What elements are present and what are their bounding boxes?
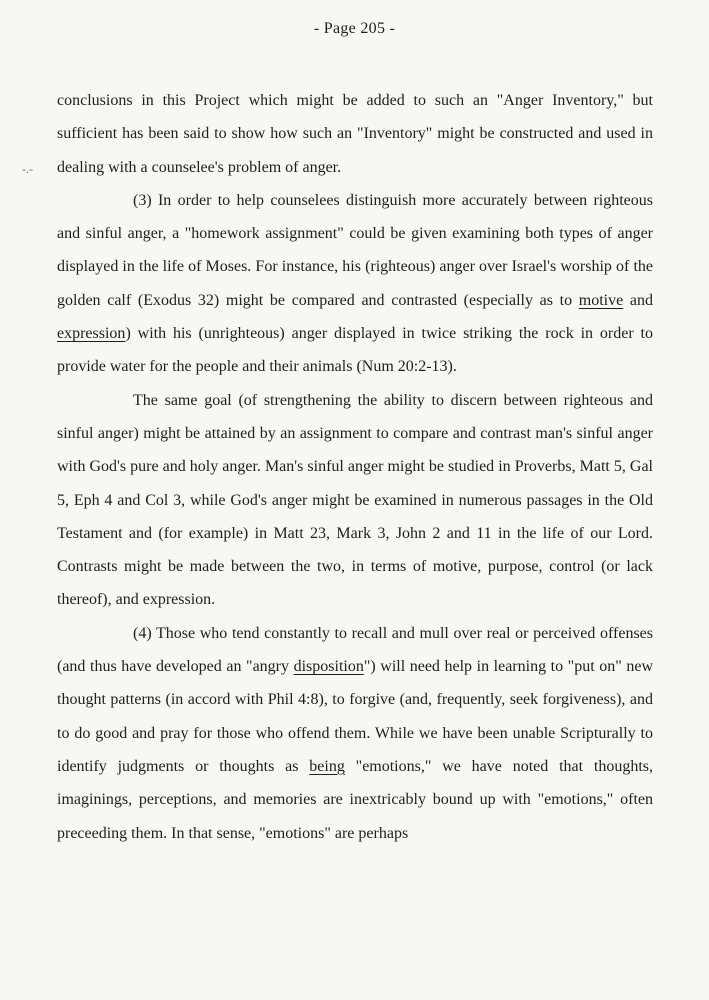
margin-mark: -.- xyxy=(22,162,33,176)
underlined-word: motive xyxy=(578,291,624,309)
paragraph-4 xyxy=(57,617,653,850)
paragraph-3 xyxy=(57,384,653,617)
text-segment: (4) Those who tend constantly to recall and mull over real or perceived offenses (and thus have developed an "angry xyxy=(57,624,653,676)
underlined-word: expression xyxy=(57,325,126,343)
paragraph-1 xyxy=(57,84,653,184)
underlined-word: being xyxy=(309,757,345,775)
text-segment: "emotions," we have noted that thoughts, imaginings, perceptions, and memories are inextricably bound up with "emotions," often preceeding them. In that sense, "emotions" are perhaps xyxy=(57,757,653,842)
text-segment: conclusions in this Project which might be added to such an "Anger Inventory," but sufficient has been said to show how such an "Inventory" might be constructed and used in dealing with a counselee's problem of anger. xyxy=(57,92,653,176)
text-segment: ) with his (unrighteous) anger displayed in twice striking the rock in order to provide water for the people and their animals (Num 20:2-13). xyxy=(57,325,653,376)
text-segment: (3) In order to help counselees distinguish more accurately between righteous and sinful anger, a "homework assignment" could be given examining both types of anger displayed in the life of Moses. For instance, his (righteous) anger over Israel's worship of the golden calf (Exodus 32) might be compared and contrasted (especially as to xyxy=(57,191,653,309)
text-segment: The same goal (of strengthening the ability to discern between righteous and sinful anger) might be attained by an assignment to compare and contrast man's sinful anger with God's pure and holy anger. Man's sinful anger might be studied in Proverbs, Matt 5, Gal 5, Eph 4 and Col 3, while God's anger might be examined in numerous passages in the Old Testament and (for example) in Matt 23, Mark 3, John 2 and 11 in the life of our Lord. Contrasts might be made between the two, in terms of motive, purpose, control (or lack thereof), and expression. xyxy=(57,391,653,609)
body-text xyxy=(57,84,653,850)
text-segment: and xyxy=(623,291,653,309)
paragraph-2 xyxy=(57,184,653,384)
page-number-header: - Page 205 - xyxy=(313,20,396,37)
underlined-word: disposition xyxy=(293,658,364,676)
text-segment: ") will need help in learning to "put on" new thought patterns (in accord with Phil 4:8), to forgive (and, frequently, seek forgiveness), and to do good and pray for those who offend them. While we have been unable Scripturally to identify judgments or thoughts as xyxy=(57,658,653,775)
